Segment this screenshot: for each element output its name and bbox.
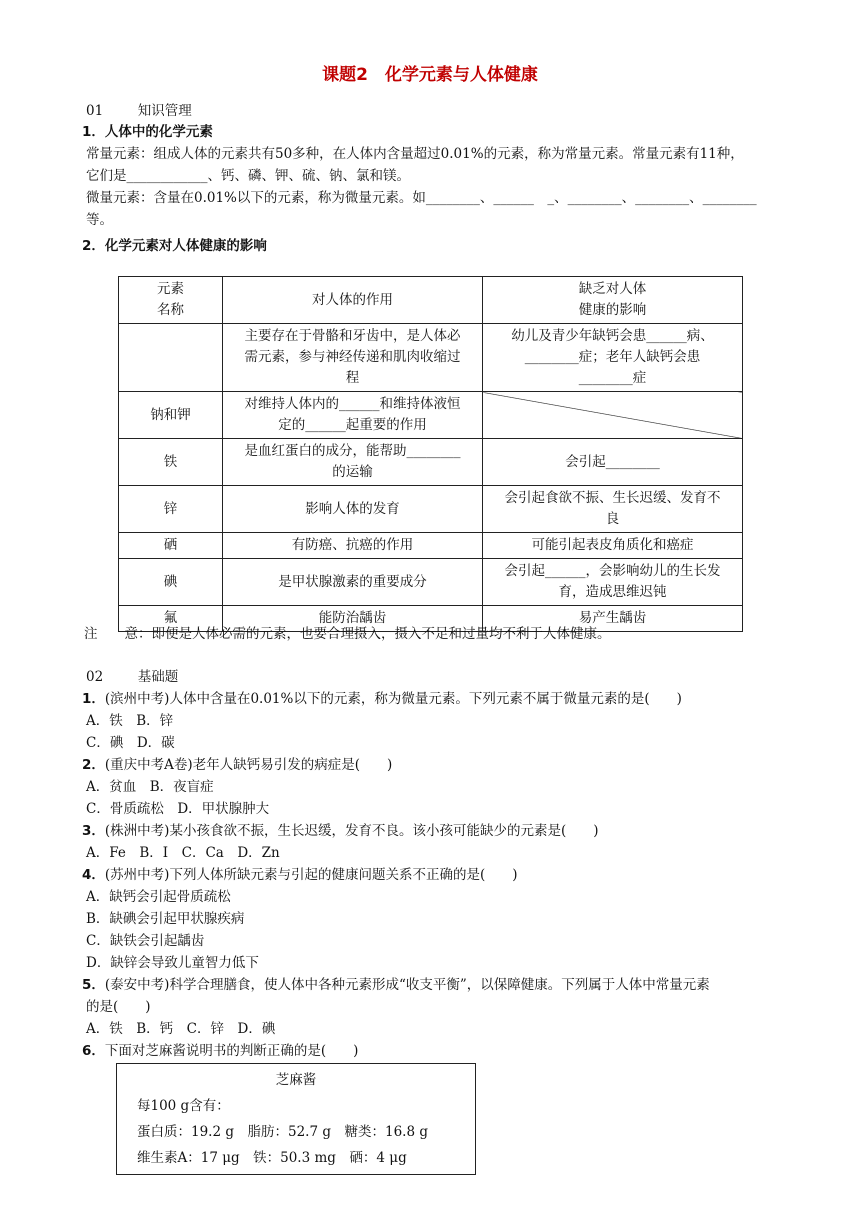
table-row xyxy=(119,439,743,486)
table-row xyxy=(119,324,743,392)
cell-element-name: 氟 xyxy=(119,606,223,632)
cell-deficiency: 会引起食欲不振、生长迟缓、发育不 良 xyxy=(483,486,743,533)
question-4-option: C．缺铁会引起龋齿 xyxy=(86,933,205,949)
cell-element-name: 碘 xyxy=(119,559,223,606)
header-effect: 对人体的作用 xyxy=(223,277,483,324)
nutrition-label-title: 芝麻酱 xyxy=(275,1072,317,1088)
micro-elements-line1: 微量元素：含量在0.01%以下的元素，称为微量元素。如________、______ _、________、________、________ xyxy=(86,190,757,206)
question-6: 6．下面对芝麻酱说明书的判断正确的是( ) xyxy=(82,1043,359,1059)
cell-effect: 能防治龋齿 xyxy=(223,606,483,632)
macro-elements-line2: 它们是____________、钙、磷、钾、硫、钠、氯和镁。 xyxy=(86,168,410,184)
page-title: 课题2 化学元素与人体健康 xyxy=(322,65,538,85)
table-row xyxy=(119,559,743,606)
question-4-option: A．缺钙会引起骨质疏松 xyxy=(86,889,231,905)
question-3: 3．(株洲中考)某小孩食欲不振，生长迟缓，发育不良。该小孩可能缺少的元素是( ) xyxy=(82,823,599,839)
question-5-option-row: A．铁 B．钙 C．锌 D．碘 xyxy=(86,1021,276,1037)
table-row xyxy=(119,533,743,559)
cell-element-name: 铁 xyxy=(119,439,223,486)
cell-effect: 是甲状腺激素的重要成分 xyxy=(223,559,483,606)
cell-deficiency: 会引起______，会影响幼儿的生长发 育，造成思维迟钝 xyxy=(483,559,743,606)
nutrition-label-line: 蛋白质：19.2 g 脂肪：52.7 g 糖类：16.8 g xyxy=(137,1124,428,1140)
cell-deficiency: 可能引起表皮角质化和癌症 xyxy=(483,533,743,559)
element-effects-table xyxy=(118,276,743,632)
question-4-option: B．缺碘会引起甲状腺疾病 xyxy=(86,911,245,927)
section1-name: 知识管理 xyxy=(137,103,192,119)
cell-element-name xyxy=(119,324,223,392)
section2-number: 02 xyxy=(86,669,104,685)
macro-elements-line1: 常量元素：组成人体的元素共有50多种，在人体内含量超过0.01%的元素，称为常量元素。常量元素有11种， xyxy=(86,146,744,162)
cell-element-name: 钠和钾 xyxy=(119,392,223,439)
question-3-option-row: A．Fe B．I C．Ca D．Zn xyxy=(86,845,280,861)
micro-elements-line2: 等。 xyxy=(86,212,113,228)
question-1-option-row: A．铁 B．锌 xyxy=(86,713,174,729)
question-2-option-row: C．骨质疏松 D．甲状腺肿大 xyxy=(86,801,270,817)
table-row xyxy=(119,486,743,533)
header-element-name: 元素 名称 xyxy=(119,277,223,324)
nutrition-label-box xyxy=(116,1063,476,1175)
cell-deficiency: 会引起________ xyxy=(483,439,743,486)
cell-effect: 是血红蛋白的成分，能帮助________ 的运输 xyxy=(223,439,483,486)
cell-deficiency: 幼儿及青少年缺钙会患______病、 ________症；老年人缺钙会患 ________症 xyxy=(483,324,743,392)
table-row xyxy=(119,392,743,439)
item2-title: 2．化学元素对人体健康的影响 xyxy=(82,238,267,254)
cell-effect: 有防癌、抗癌的作用 xyxy=(223,533,483,559)
section1-number: 01 xyxy=(86,103,104,119)
section2-heading xyxy=(86,667,178,687)
question-4-option: D．缺锌会导致儿童智力低下 xyxy=(86,955,259,971)
note-text: 注 意：即便是人体必需的元素，也要合理摄入，摄入不足和过量均不利于人体健康。 xyxy=(84,626,611,642)
section2-name: 基础题 xyxy=(137,669,179,685)
cell-effect: 影响人体的发育 xyxy=(223,486,483,533)
cell-element-name: 硒 xyxy=(119,533,223,559)
table-header-row xyxy=(119,277,743,324)
question-2-option-row: A．贫血 B．夜盲症 xyxy=(86,779,214,795)
question-1: 1．(滨州中考)人体中含量在0.01%以下的元素，称为微量元素。下列元素不属于微量元素的是( ) xyxy=(82,691,682,707)
nutrition-label-line: 维生素A：17 μg 铁：50.3 mg 硒：4 μg xyxy=(137,1150,407,1166)
item1-title: 1．人体中的化学元素 xyxy=(82,124,213,140)
cell-deficiency-empty xyxy=(483,392,743,439)
question-5-stem-cont: 的是( ) xyxy=(86,999,151,1015)
cell-deficiency: 易产生龋齿 xyxy=(483,606,743,632)
cell-element-name: 锌 xyxy=(119,486,223,533)
cell-effect: 对维持人体内的______和维持体液恒 定的______起重要的作用 xyxy=(223,392,483,439)
nutrition-label-line: 每100 g含有： xyxy=(137,1098,230,1114)
section1-heading xyxy=(86,101,192,121)
question-1-option-row: C．碘 D．碳 xyxy=(86,735,175,751)
question-2: 2．(重庆中考A卷)老年人缺钙易引发的病症是( ) xyxy=(82,757,393,773)
cell-effect: 主要存在于骨骼和牙齿中，是人体必 需元素，参与神经传递和肌肉收缩过 程 xyxy=(223,324,483,392)
header-deficiency: 缺乏对人体 健康的影响 xyxy=(483,277,743,324)
question-5: 5．(泰安中考)科学合理膳食，使人体中各种元素形成“收支平衡”，以保障健康。下列属于人体中常量元素 xyxy=(82,977,710,993)
question-4: 4．(苏州中考)下列人体所缺元素与引起的健康问题关系不正确的是( ) xyxy=(82,867,518,883)
